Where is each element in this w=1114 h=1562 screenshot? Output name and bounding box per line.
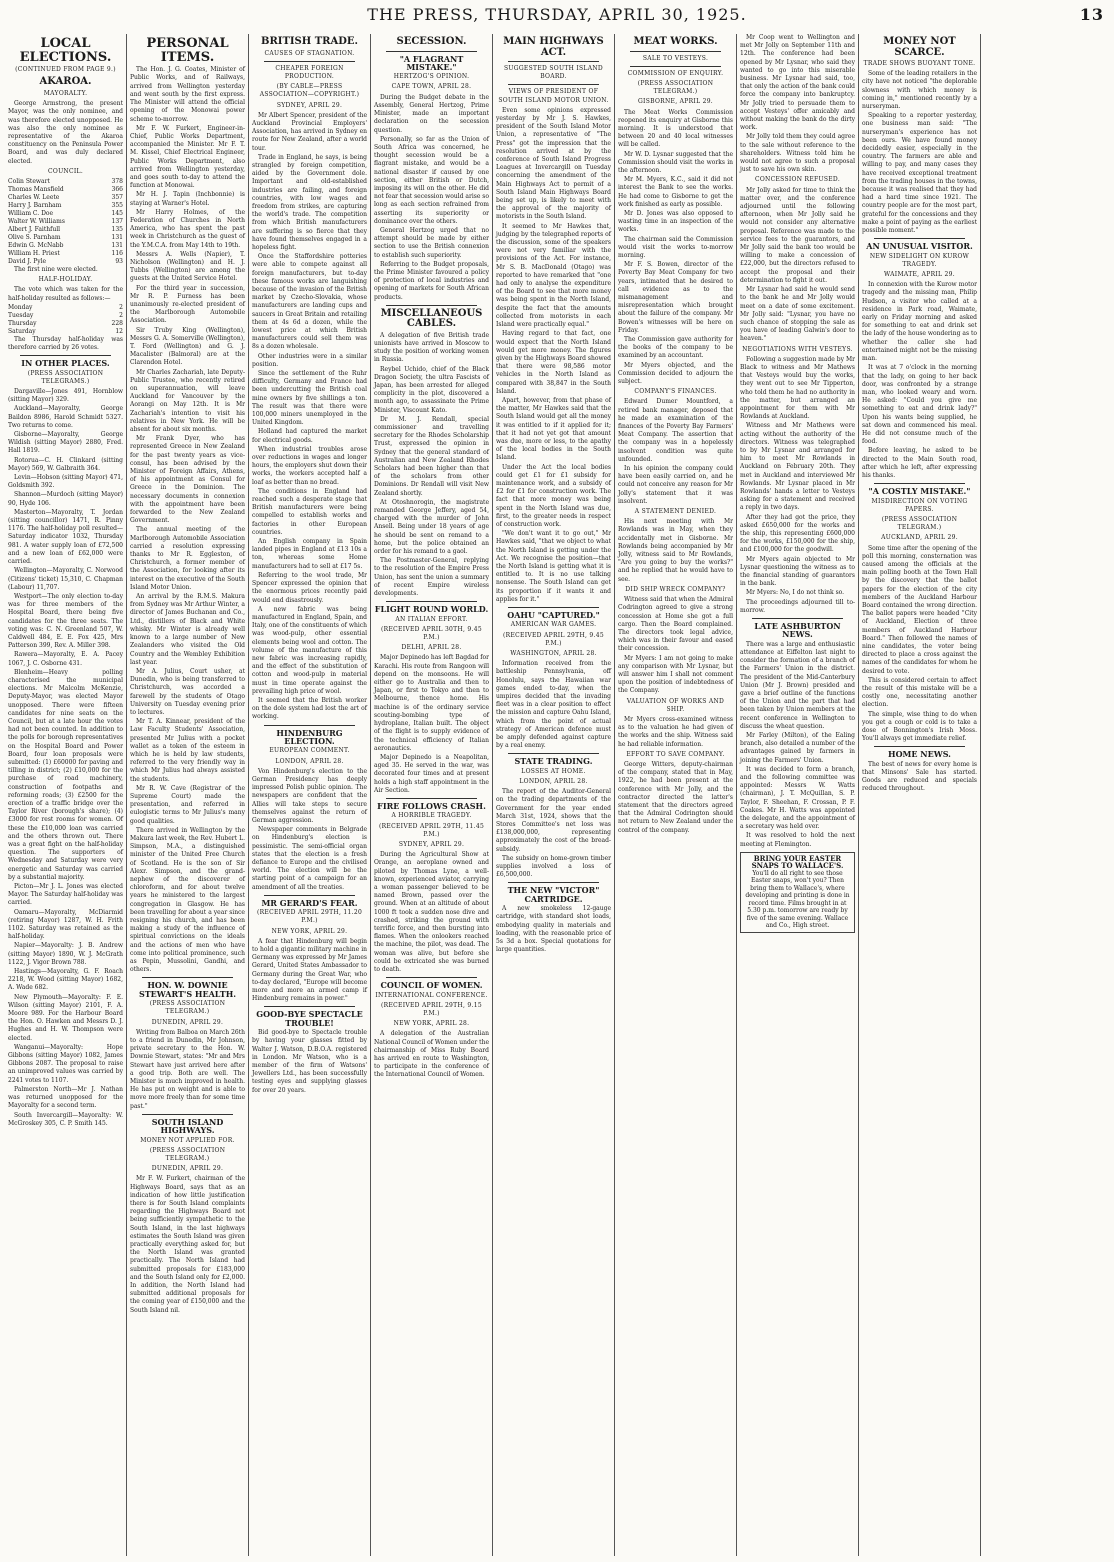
paragraph: Napier—Mayoralty: J. B. Andrew (sitting Mayor) 1890, W. J. McGrath 1122, J. Vigor Brown 788. — [8, 942, 123, 966]
table-cell-value: 378 — [111, 178, 123, 186]
paragraph: Major Depinedo is a Neapolitan, aged 35. He served in the war, was decorated four times and at present holds a high staff appointment in the Air Section. — [374, 753, 489, 794]
subheading: AMERICAN WAR GAMES. — [510, 621, 597, 629]
subheading: (PRESS ASSOCIATION TELEGRAM.) — [637, 79, 714, 96]
paragraph: Mr Lysnar had said he would send to the bank he and Mr Jolly would meet on a date of some excitement. Mr Jolly said: "Lysnar, you have no such chance of stopping the sale as you have of leading Galwin's door to heaven." — [740, 286, 855, 343]
subheading: MAYORALTY. — [43, 89, 88, 97]
table-row — [8, 304, 123, 312]
paragraph: Writing from Balboa on March 26th to a friend in Dunedin, Mr Johnson, private secretary to the Hon. W. Downie Stewart, states: "Mr and Mrs Stewart have just arrived here after a good trip. Both are well. The Minister is much improved in health. He has put on weight and is able to move more freely than for some time past." — [130, 1028, 245, 1110]
paragraph: The Commission gave authority for the books of the company to be examined by an accountant. — [618, 336, 733, 360]
paragraph: Witness and Mr Mathews were acting without the authority of the directors. Witness was telegraphed to by Mr Lysnar and arranged for him to meet Mr Rowlands in Auckland on February 20th. They met in Auckland and interviewed Mr Rowlands. Mr Lysnar placed in Mr Rowlands' hands a letter to Vesteys asking for a statement and received a reply in two days. — [740, 422, 855, 512]
table-row — [8, 320, 123, 328]
paragraph: Rawera—Mayoralty, E. A. Pacey 1067, J. C. Osborne 431. — [8, 651, 123, 667]
paragraph: Mr H. J. Tapin (Inchbonnie) is staying at Warner's Hotel. — [130, 191, 245, 207]
divider — [508, 61, 599, 62]
paragraph: Mr Harry Holmes, of the Federation of Churches in North America, who has spent the past week in Christchurch as the guest of the Y.M.C.A. from May 14th to 19th. — [130, 208, 245, 249]
divider — [874, 746, 965, 747]
subheading: EFFORT TO SAVE COMPANY. — [626, 750, 725, 758]
table-row — [8, 202, 123, 210]
table-row — [8, 250, 123, 258]
table-cell-value: 12 — [115, 327, 123, 335]
paragraph: The Thursday half-holiday was therefore carried by 26 votes. — [8, 335, 123, 352]
subheading: (RECEIVED APRIL 29TH, 11.45 P.M.) — [378, 822, 485, 838]
paragraph: The Postmaster-General, replying to the resolution of the Empire Press Union, has sent the union a summary of recent Empire wireless developments. — [374, 557, 489, 598]
table-cell-name: Saturday — [8, 327, 36, 335]
subheading: MISDIRECTION ON VOTING PAPERS. — [871, 497, 968, 513]
subheading: HALF-HOLIDAY. — [38, 276, 93, 284]
column-3 — [249, 34, 371, 1556]
table-row — [8, 218, 123, 226]
subheading: AUCKLAND, APRIL 29. — [881, 534, 958, 542]
paragraph: A new smokeless 12-gauge cartridge, with standard shot loads, embodying quality in materials and loading, with the reasonable price of 5s 3d a box. Special quotations for large quantities. — [496, 905, 611, 954]
paragraph: The report of the Auditor-General on the trading departments of the Government for the year ended March 31st, 1924, shows that the Stores Committee's net loss was £138,000,000, representing approximately the cost of the bread-subsidy. — [496, 788, 611, 853]
paragraph: Some of the leading retailers in the city have not noticed "the deplorable slowness with which money is coming in," mentioned recently by a nurseryman. — [862, 70, 977, 111]
paragraph: General Hertzog urged that no attempt should be made by either section to use the British connexion to establish such superiority. — [374, 226, 489, 259]
subheading: SYDNEY, APRIL 29. — [276, 101, 343, 109]
paragraph: Edward Dumer Mountford, a retired bank manager, deposed that he made an examination of the finances of the Poverty Bay Farmers' Meat Company. The assertion that the company was in a hopelessly insolvent condition was quite unfounded. — [618, 398, 733, 463]
paragraph: This is considered certain to affect the result of this mistake will be a costly one, necessitating another election. — [862, 676, 977, 709]
paragraph: Sir Truby King (Wellington), Messrs G. A. Somerville (Wellington), T. Ford (Wellington) and G. J. Macalister (Balmoral) are at the Clarendon Hotel. — [130, 326, 245, 367]
table-row — [8, 312, 123, 320]
subheading: SALE TO VESTEYS. — [642, 54, 709, 62]
paragraph: The Meat Works Commission reopened its enquiry at Gisborne this morning. It is understood that between 20 and 40 local witnesses will be called. — [618, 108, 733, 149]
paragraph: The subsidy on home-grown timber supplies involved a loss of £6,500,000. — [496, 854, 611, 879]
results-table — [8, 304, 123, 336]
paragraph: Before leaving, he asked to be directed to the Main South road, after which he left, after expressing his thanks. — [862, 447, 977, 479]
subheading: VIEWS OF PRESIDENT OF SOUTH ISLAND MOTOR UNION. — [498, 88, 609, 104]
paragraph: Trade in England, he says, is being strangled by foreign competition, aided by the Government dole. Important and old-established industries are failing, and foreign countries, with low wages and freedom from strikes, are capturing the world's trade. The competition from which British manufacturers are suffering is so fierce that they have found themselves engaged in a hopeless fight. — [252, 153, 367, 251]
headline: "A FLAGRANT MISTAKE." — [399, 53, 464, 72]
paragraph: Oamaru—Mayoralty, McDiarmid (retiring Mayor) 1287, W. H. Frith 1102. Saturday was retained as the half-holiday. — [8, 908, 123, 941]
divider — [508, 607, 599, 608]
paragraph: Blenheim—Heavy polling characterised the municipal elections. Mr Malcolm McKenzie, Deputy-Mayor, was elected Mayor unopposed. There were fifteen candidates for nine seats on the Council, but at a late hour the votes had not been counted. In addition to the polls for borough representatives on the Hospital Board and Power Board, four loan proposals were submitted: (1) £60000 for paving and tilling in district; (2) £10,000 for the purchase of road machinery, construction of footpaths and reforming roads; (3) £2500 for the erection of a traffic bridge over the Taylor River (borough's share); (4) £3000 for rest rooms for women. Of these the £10,000 loan was carried and the others thrown out. There was a great fight on the half-holiday question. The supporters of Wednesday and Saturday were very energetic and Saturday was carried by a substantial majority. — [8, 668, 123, 881]
paragraph: Mr R. W. Cave (Registrar of the Supreme Court) made the presentation, and referred in eulogistic terms to Mr Julius's many good qualities. — [130, 784, 245, 825]
table-cell-value: 228 — [111, 319, 123, 327]
paragraph: It was decided to form a branch, and the following committee was appointed: Messrs W. Watts (chairman), J. T. McQuillan, S. P. Taylor, F. Sheehan, F. Crossan, P. F. Coakes. Mr H. Watts was appointed the delegate, and the appointment of a secretary was held over. — [740, 765, 855, 831]
table-cell-name: Olive S. Parnham — [8, 234, 61, 242]
headline: PERSONAL ITEMS. — [146, 36, 229, 65]
paragraph: Mr D. Jones was also opposed to wasting time in an inspection of the works. — [618, 209, 733, 234]
paragraph: George Witters, deputy-chairman of the company, stated that in May, 1922, he had been present at the conference with Mr Jolly, and the contractor directed the latter's statement that the directors agreed that the Admiral Codrington should not return to New Zealand under the control of the company. — [618, 760, 733, 834]
divider — [630, 66, 721, 67]
divider — [752, 618, 843, 619]
divider — [386, 51, 477, 52]
subheading: DELHI, APRIL 28. — [401, 644, 462, 652]
headline: SECESSION. — [396, 36, 467, 47]
subheading: SUGGESTED SOUTH ISLAND BOARD. — [503, 65, 604, 81]
table-row — [8, 234, 123, 242]
paragraph: Once the Staffordshire potteries were able to compete against all foreign manufacturers, but to-day these famous works are languishing because of the invasion of the British market by Czecho-Slovakia, whose manufacturers are landing cups and saucers in Great Britain and retailing them at 4s 6d a dozen, while the lowest price at which British manufacturers could sell them was 8s a dozen wholesale. — [252, 253, 367, 351]
paragraph: South Invercargill—Mayoralty: W. McGroskey 305, C. P. Smith 145. — [8, 1111, 123, 1127]
headline: COUNCIL OF WOMEN. — [380, 980, 483, 991]
paragraph: The chairman said the Commission would visit the works to-morrow morning. — [618, 235, 733, 259]
subheading: CONCESSION REFUSED. — [754, 176, 841, 184]
table-cell-value: 131 — [111, 242, 123, 250]
divider — [264, 1006, 355, 1007]
paragraph: Von Hindenburg's election to the German Presidency has deeply impressed Polish public opinion. The newspapers are confident that the Allies will take steps to secure themselves against the return of German aggression. — [252, 767, 367, 824]
paragraph: It seemed that the British worker on the dole system had lost the art of working. — [252, 696, 367, 721]
paragraph: During the Budget debate in the Assembly, General Hertzog, Prime Minister, made an important declaration on the secession question. — [374, 93, 489, 134]
subheading: AN ITALIAN EFFORT. — [395, 615, 468, 623]
paragraph: Holland had captured the market for electrical goods. — [252, 428, 367, 444]
paragraph: After they had got the price, they asked £650,000 for the works and the ship, this representing £600,000 for the works, £150,000 for the ship, and £100,000 for the goodwill. — [740, 513, 855, 554]
divider — [508, 84, 599, 85]
table-row — [8, 178, 123, 186]
subheading: NEGOTIATIONS WITH VESTEYS. — [742, 345, 853, 353]
headline: HOME NEWS. — [888, 749, 951, 760]
paragraph: An English company in Spain landed pipes in England at £13 10s a ton, whereas some Home manufacturers had to sell at £17 5s. — [252, 538, 367, 570]
headline: MR GERARD'S FEAR. — [261, 897, 358, 908]
table-cell-name: Colin Stewart — [8, 178, 50, 186]
paragraph: Apart, however, from that phase of the matter, Mr Hawkes said that the South Island would get all the money it was entitled to if it applied for it; that it had not yet got that amount was due, more or less, to the apathy of the local bodies in the South Island. — [496, 396, 611, 462]
paragraph: Witness said that when the Admiral Codrington agreed to give a strong concession at Home she got a full cargo. Then the Board complained. The directors took legal advice, which was in their favour and eased their concession. — [618, 596, 733, 653]
masthead-title: THE PRESS, THURSDAY, APRIL 30, 1925. — [367, 5, 747, 24]
divider — [874, 238, 965, 239]
paragraph: Newspaper comments in Belgrade on Hindenburg's election is pessimistic. The semi-official organ states that the election is a fresh defiance to Europe and the civilised world. The election will be the starting point of a campaign for an amendment of all the treaties. — [252, 826, 367, 891]
paragraph: Under the Act the local bodies could get £1 for £1 subsidy for maintenance work, and a subsidy of £2 for £1 for construction work. The fact that more money was being spent in the North Island was due, first, to the greater needs in respect of construction work. — [496, 463, 611, 528]
paragraph: Mr F. W. Furkert, chairman of the Highways Board, says that as an indication of how little justification there is for South Island complaints regarding the Highways Board not being sufficiently sympathetic to the South Island, in the last highways estimates the South Island was given practically everything asked for, but the North Island was granted practically. The North Island had submitted proposals for £183,000 and the South Island only for £2,000. In addition, the North Island had submitted additional proposals for the coming year of £150,000 and the South Island nil. — [130, 1175, 245, 1314]
paragraph: Mr Myers objected, and the Commission decided to adjourn the subject. — [618, 361, 733, 386]
divider — [508, 753, 599, 754]
column-7 — [737, 34, 859, 1556]
headline: MONEY NOT SCARCE. — [883, 36, 956, 58]
table-cell-name: William H. Priest — [8, 250, 60, 258]
paragraph: Mr Myers: I am not going to make any comparison with Mr Lysnar, but will answer him I shall not comment upon the position of indebtedness of the Company. — [618, 654, 733, 695]
divider — [264, 61, 355, 62]
results-table — [8, 178, 123, 266]
paragraph: Other industries were in a similar position. — [252, 352, 367, 368]
table-row — [8, 258, 123, 266]
headline: GOOD-BYE SPECTACLE TROUBLE! — [256, 1009, 363, 1028]
paragraph: Dargaville—Jones 491, Hornblow (sitting Mayor) 329. — [8, 388, 123, 404]
divider — [386, 977, 477, 978]
paragraph: The vote which was taken for the half-holiday resulted as follows:— — [8, 286, 123, 302]
paragraph: Reybel Uchido, chief of the Black Dragon Society, the ultra Fascists of Japan, has been arrested for alleged complicity in the plot, discovered a month ago, to assassinate the Prime Minister, Viscount Kato. — [374, 365, 489, 414]
paragraph: Mr Myers again objected to Mr Lysnar questioning the witness as to the financial standing of guarantors in the bank. — [740, 555, 855, 588]
subheading: INTERNATIONAL CONFERENCE. — [375, 991, 488, 999]
divider — [630, 51, 721, 52]
paragraph: Mr W. D. Lysnar suggested that the Commission should visit the works in the afternoon. — [618, 150, 733, 174]
subheading: COUNCIL. — [47, 167, 84, 175]
table-cell-value: 116 — [111, 250, 123, 258]
paragraph: The proceedings adjourned till to-morrow. — [740, 598, 855, 614]
table-row — [8, 210, 123, 218]
paragraph: Mr Jolly told them they could agree to the sale without reference to the shareholders. Witness told him he would not agree to such a proposal just to save his own skin. — [740, 133, 855, 174]
subheading: (PRESS ASSOCIATION TELEGRAM.) — [149, 1146, 226, 1163]
paragraph: Following a suggestion made by Mr Black to witness and Mr Mathews that Vesteys would buy the works, they went out to see Mr Tipperton, who told them he had no authority in the matter, but arranged an appointment for them with Mr Rowlands at Auckland. — [740, 355, 855, 421]
paragraph: Masterton—Mayoralty, T. Jordan (sitting councillor) 1471, R. Pinny 1176. The half-holiday poll resulted—Saturday indicator 1032, Thursday 981. A water supply loan of £72,500 and a new loan of £62,000 were carried. — [8, 508, 123, 566]
masthead — [0, 0, 1114, 30]
subheading: DUNEDIN, APRIL 29. — [151, 1165, 224, 1173]
divider — [142, 1114, 233, 1115]
subheading: HERTZOG'S OPINION. — [393, 73, 470, 81]
subheading: (RECEIVED APRIL 29TH, 9.45 P.M.) — [502, 631, 604, 647]
paragraph: Referring to the wool trade, Mr Spencer expressed the opinion that the enormous prices recently paid would end disastrously. — [252, 571, 367, 604]
paragraph: Mr Charles Zachariah, late Deputy-Public Trustee, who recently retired on superannuation, will leave Auckland for Vancouver by the Aorangi on May 12th. It is Mr Zachariah's intention to visit his relatives in New York. He will be absent for about six months. — [130, 368, 245, 434]
subheading: NEW SIDELIGHT ON KUROW TRAGEDY. — [869, 252, 970, 268]
table-cell-value: 131 — [111, 234, 123, 242]
subheading: NEW YORK, APRIL 28. — [393, 1020, 470, 1028]
headline: IN OTHER PLACES. — [21, 358, 110, 369]
subheading: SYDNEY, APRIL 29. — [398, 840, 465, 848]
paragraph: Major Depinedo has left Bagdad for Karachi. His route from Rangoon will depend on the monsoons. He will either go to Australia and then to Japan, or first to Tokyo and then to Melbourne, thence home. His machine is of the ordinary service scouting-bombing type of hydroplane, Italian built. The object of the flight is to supply evidence of the technical efficiency of Italian aeronautics. — [374, 654, 489, 752]
paragraph: A delegation of the Australian National Council of Women under the chairmanship of Miss Ruby Board has arrived en route to Washington, to participate in the conference of the International Council of Women. — [374, 1030, 489, 1079]
paragraph: "We don't want it to go out," Mr Hawkes said, "that we object to what the North Island is getting under the Act. We recognise the position—that the North Island is getting what it is entitled to. It is no use talking nonsense. The South Island can get its proportion if it wants it and applies for it." — [496, 530, 611, 603]
paragraph: When industrial troubles arose over reductions in wages and longer hours, the employers shut down their works, the workers accepted half a loaf as better than no bread. — [252, 445, 367, 486]
divider — [386, 798, 477, 799]
table-row — [8, 186, 123, 194]
headline: STATE TRADING. — [514, 756, 593, 767]
subheading: (PRESS ASSOCIATION TELEGRAM.) — [881, 515, 958, 532]
subheading: (RECEIVED APRIL 29TH, 9.15 P.M.) — [380, 1001, 482, 1017]
divider — [386, 601, 477, 602]
headline: LOCAL ELECTIONS. — [19, 36, 112, 65]
table-cell-value: 135 — [111, 226, 123, 234]
column-6 — [615, 34, 737, 1556]
paragraph: Even some opinions expressed yesterday by Mr J. S. Hawkes, president of the South Island Motor Union, a representative of "The Press" got the impression that the resolution arrived at by the conference of South Island Progress Leagues at Invercargill on Tuesday concerning the amendment of the Main Highways Act to permit of a South Island Main Highways Board being set up, is likely to meet with the approval of the majority of motorists in the South Island. — [496, 106, 611, 221]
paragraph: Wanganui—Mayoralty: Hope Gibbons (sitting Mayor) 1082, James Gibbons 2087. The proposal to raise an unimproved values was carried by 2241 votes to 1107. — [8, 1043, 123, 1084]
paragraph: The conditions in England had reached such a desperate stage that British manufacturers were being compelled to establish works and factories in other European countries. — [252, 487, 367, 536]
table-cell-value: 145 — [111, 210, 123, 218]
paragraph: Since the settlement of the Ruhr difficulty, Germany and France had been undercutting the British coal mine owners by five shillings a ton. The result was that there were 100,000 miners unemployed in the United Kingdom. — [252, 370, 367, 427]
paragraph: There arrived in Wellington by the Makura last week, the Rev. Hubert L. Simpson, M.A., a distinguished minister of the United Free Church of Scotland. He is the son of Sir Alexr. Simpson, and the grand-nephew of the discoverer of chloroform, and for about twelve years he ministered to the largest congregation in Glasgow. He has been travelling for about a year since resigning his church, and has been making a study of the influence of spiritual convictions on the ideals and the actions of men who have come into political prominence, such as Pepin, Mussolini, Gandhi, and others. — [130, 826, 245, 974]
paragraph: Mr T. A. Kinnear, president of the Law Faculty Students' Association, presented Mr Julius with a pocket wallet as a token of the esteem in which he is held by law students, referred to the very friendly way in which Mr Julius had always assisted the students. — [130, 718, 245, 783]
subheading: CHEAPER FOREIGN PRODUCTION. — [275, 64, 344, 80]
paragraph: His next meeting with Mr Rowlands was in May, when they accidentally met in Gisborne. Mr Rowlands being accompanied by Mr Jolly, witness said to Mr Rowlands, "Are you going to buy the works?" and he replied that he would have to see. — [618, 518, 733, 583]
subheading: (CONTINUED FROM PAGE 9.) — [15, 66, 116, 74]
paragraph: It seemed to Mr Hawkes that, judging by the telegraphed reports of the discussion, some of the speakers were not very familiar with the provisions of the Act. For instance, Mr S. B. MacDonald (Otago) was reported to have remarked that "one had only to analyse the expenditure of the Board to see that more money was being spent in the North Island, despite the fact that the amounts collected from motorists in each Island were practically equal." — [496, 222, 611, 329]
table-cell-name: Harry J. Barnham — [8, 202, 62, 210]
table-row — [8, 194, 123, 202]
subheading: DUNEDIN, APRIL 29. — [151, 1018, 224, 1026]
subheading: (BY CABLE—PRESS ASSOCIATION—COPYRIGHT.) — [259, 83, 360, 99]
paragraph: The Hon. J. G. Coates, Minister of Public Works, and of Railways, arrived from Wellington yesterday and went south by the first express. The Minister will attend the official opening of the Monowai power scheme to-morrow. — [130, 66, 245, 123]
subheading: COMPANY'S FINANCES. — [634, 388, 717, 396]
subheading: LONDON, APRIL 28. — [275, 757, 344, 765]
columns-container — [5, 34, 1109, 1556]
headline: FIRE FOLLOWS CRASH. — [377, 800, 486, 811]
headline: SOUTH ISLAND HIGHWAYS. — [151, 1116, 224, 1136]
table-cell-name: William C. Doe — [8, 210, 54, 218]
paragraph: It was resolved to hold the next meeting at Flemington. — [740, 832, 855, 848]
subheading: NEW YORK, APRIL 29. — [271, 927, 348, 935]
paragraph: Hastings—Mayoralty, G. F. Roach 2218, W. Wood (sitting Mayor) 1682, A. Wade 682. — [8, 968, 123, 992]
subheading: (PRESS ASSOCIATION TELEGRAMS.) — [27, 369, 104, 385]
table-cell-value: 355 — [111, 202, 123, 210]
paragraph: Westport—The only election to-day was for three members of the Hospital Board, there being five candidates for the three seats. The voting was: C. N. Greenland 507, W. Caldwell 484, E. E. Fox 425, Mrs Patterson 399, Rev. A. Miller 398. — [8, 592, 123, 650]
table-cell-name: Albert J. Faithfull — [8, 226, 61, 234]
advertisement-title: BRING YOUR EASTER SNAPS TO WALLACE'S. — [751, 853, 844, 871]
paragraph: Mr Jolly asked for time to think the matter over, and the conference adjourned until the following afternoon, when Mr Jolly said he would not consider any alternative proposal. Reference was made to the service fees to the guarantors, and Mr Jolly said the bank too would be willing to make a concession of £22,000, but the directors refused to accept the proposal and their determination to fight it out. — [740, 186, 855, 284]
headline: MISCELLANEOUS CABLES. — [380, 307, 483, 330]
paragraph: Picton—Mr J. L. Jones was elected Mayor. The Saturday half-holiday was carried. — [8, 883, 123, 907]
divider — [264, 725, 355, 726]
paragraph: A fear that Hindenburg will begin to hold a gigantic military machine in Germany was expressed by Mr James Gerard, United States Ambassador to Germany during the Great War, who to-day declared, "Europe will become more and more an armed camp if Hindenburg remains in power." — [252, 937, 367, 1003]
paragraph: The annual meeting of the Marlborough Automobile Association carried a resolution expressing thanks to Mr R. Eggleston, of Christchurch, a former member of the Association, for looking after its interest on the executive of the South Island Motor Union. — [130, 526, 245, 591]
paragraph: During the Agricultural Show at Orange, an aeroplane owned and piloted by Thomas Lyne, a well-known, experienced aviator, carrying a woman passenger believed to be named Brown, passed over the ground. When at an altitude of about 1000 ft took a sudden nose dive and crashed, striking the ground with terrific force, and then bursting into flames. When the onlookers reached the machine, the pilot, was dead. The woman was alive, but before she could be extricated she was burned to death. — [374, 851, 489, 973]
subheading: A HORRIBLE TRAGEDY. — [391, 812, 472, 820]
paragraph: Palmerston North—Mr J. Nathan was returned unopposed for the Mayoralty for a second term. — [8, 1085, 123, 1110]
headline: FLIGHT ROUND WORLD. — [374, 604, 489, 615]
headline: BRITISH TRADE. — [261, 36, 358, 47]
subheading: CAUSES OF STAGNATION. — [264, 49, 355, 57]
subheading: LONDON, APRIL 28. — [519, 778, 588, 786]
paragraph: Gisborne—Mayoralty, George Wildish (sitting Mayor) 2880, Fred. Hall 1819. — [8, 431, 123, 455]
divider — [142, 977, 233, 978]
table-cell-name: Thursday — [8, 319, 37, 327]
subheading: (RECEIVED APRIL 29TH, 11.20 P.M.) — [256, 909, 363, 925]
paragraph: Wellington—Mayoralty, C. Norwood (Citizens' ticket) 15,310, C. Chapman (Labour) 11,707. — [8, 567, 123, 591]
paragraph: There was a large and enthusiastic attendance at Eiffelton last night to consider the formation of a branch of the Farmers' Union in the district. The president of the Mid-Canterbury Union (Mr J. Brown) presided and gave a brief outline of the functions of the Union and the part that had been taken by Union members at the recent conference in Wellington to discuss the wheat question. — [740, 640, 855, 730]
paragraph: Mr Albert Spencer, president of the Auckland Provincial Employers' Association, has arrived in Sydney en route for New Zealand, after a world tour. — [252, 111, 367, 152]
paragraph: The simple, wise thing to do when you get a cough or cold is to take a dose of Bonnington's Irish Moss. You'll always get immediate relief. — [862, 710, 977, 743]
table-cell-value: 357 — [111, 194, 123, 202]
paragraph: It was at 7 o'clock in the morning that the lady, on going to her back door, was confronted by a strange man, who looked weary and worn. He asked: "Could you give me something to eat and drink lady?" Upon his wants being supplied, he sat down and commenced his meal. He did not consume much of the food. — [862, 364, 977, 446]
paragraph: Mr Myers cross-examined witness as to the valuation he had given of the works and the ship. Witness said he had reliable information. — [618, 715, 733, 748]
subheading: MONEY NOT APPLIED FOR. — [140, 1136, 235, 1144]
paragraph: Mr Myers: No, I do not think so. — [746, 589, 845, 597]
column-1 — [5, 34, 127, 1556]
subheading: GISBORNE, APRIL 29. — [637, 98, 714, 106]
table-cell-name: Charles W. Leete — [8, 194, 60, 202]
paragraph: Mr Coop went to Wellington and met Mr Jolly on September 11th and 12th. The conference had been opened by Mr Lysnar, who said they wanted to go into this miserable business. Mr Lysnar had said, too, that only the action of the bank could force the company into bankruptcy. Mr Jolly tried to persuade them to accept Vesteys' offer amicably and without making the bank do the dirty work. — [740, 34, 855, 132]
paragraph: George Armstrong, the present Mayor, was the only nominee, and was therefore elected unopposed. He was also the only nominee as representative of the Akaroa constituency on the Peninsula Power Board, and was duly declared elected. — [8, 100, 123, 165]
paragraph: Auckland—Mayoralty, George Baildon 8986, Harold Schmidt 5327. Two returns to come. — [8, 405, 123, 429]
table-cell-name: Tuesday — [8, 311, 34, 319]
divider — [386, 305, 477, 306]
table-cell-name: Walter W. Williams — [8, 218, 65, 226]
table-cell-value: 2 — [119, 303, 123, 311]
paragraph: Mr F. W. Furkert, Engineer-in-Chief, Public Works Department, accompanied the Minister. Mr F. T. M. Kissel, Chief Electrical Engineer, Public Works Department, also arrived from Wellington yesterday, and goes south to-day to attend the function at Monowai. — [130, 124, 245, 190]
subheading: WASHINGTON, APRIL 28. — [510, 650, 597, 657]
headline: THE NEW "VICTOR" CARTRIDGE. — [507, 885, 600, 904]
paragraph: An arrival by the R.M.S. Makura from Sydney was Mr Arthur Winter, a director of James Buchanan and Co., Ltd., distillers of Black and White whisky. Mr Winter is already well known to a large number of New Zealanders who visited the Old Country and the Wembley Exhibition last year. — [130, 593, 245, 666]
paragraph: The first nine were elected. — [14, 266, 98, 274]
subheading: COMMISSION OF ENQUIRY. — [627, 69, 724, 77]
table-cell-value: 366 — [111, 186, 123, 194]
paragraph: Mr Frank Dyer, who has represented Greece in New Zealand for the past twenty years as vice-consul, has been advised by the Minister of Foreign Affairs, Athens, of his appointment as Consul for Greece in the Dominion. The necessary documents in connexion with the appointment have been forwarded to the New Zealand Government. — [130, 435, 245, 525]
table-cell-value: 137 — [111, 218, 123, 226]
column-9 — [981, 34, 1103, 1556]
subheading: LOSSES AT HOME. — [521, 767, 586, 775]
paragraph: Mr A. Julius, Court usher, at Dunedin, who is being transferred to Christchurch, was accorded a farewell by the students of Otago University on Tuesday evening prior to lectures. — [130, 667, 245, 716]
paragraph: Mr Farley (Milton), of the Ealing branch, also detailed a number of the advantages gained by farmers in joining the Farmers' Union. — [740, 732, 855, 764]
headline: AN UNUSUAL VISITOR. — [866, 241, 973, 252]
column-2 — [127, 34, 249, 1556]
subheading: TRADE SHOWS BUOYANT TONE. — [863, 60, 976, 67]
headline: HON. W. DOWNIE STEWART'S HEALTH. — [138, 980, 237, 999]
headline: MEAT WORKS. — [633, 36, 718, 47]
subheading: DID SHIP WRECK COMPANY? — [625, 585, 726, 593]
headline: OAHU "CAPTURED." — [507, 610, 600, 620]
headline: LATE ASHBURTON NEWS. — [754, 621, 841, 640]
paragraph: A new fabric was being manufactured in England, Spain, and Italy, one of the constituents of which was wood-pulp, other essential elements being wool and cotton. The volume of the manufacture of this new fabric was increasing rapidly, and the effect of the substitution of cotton and wood-pulp in material must in time operate against the prevailing high price of wool. — [252, 605, 367, 695]
table-row — [8, 226, 123, 234]
column-8 — [859, 34, 981, 1556]
subheading: CAPE TOWN, APRIL 28. — [391, 83, 472, 91]
table-cell-name: Edwin G. McNabb — [8, 242, 64, 250]
paragraph: Some time after the opening of the poll this morning, consternation was caused among the officials at the main polling booth at the Town Hall by the discovery that the ballot papers for the election of the city members of the Auckland Harbour Board contained the wrong direction. The ballot papers were headed "City of Auckland, Election of three members of Auckland Harbour Board." Then followed the names of nine candidates, the voter being directed to place a cross against the names of the candidates for whom he desired to vote. — [862, 544, 977, 675]
table-cell-value: 93 — [115, 258, 123, 266]
subheading: WAIMATE, APRIL 29. — [883, 271, 955, 279]
headline: HINDENBURG ELECTION. — [276, 727, 343, 746]
paragraph: Bid good-bye to Spectacle trouble by having your glasses fitted by Walter J. Watson, D.B.O.A. registered in London. Mr Watson, who is a member of the firm of Watsons' Jewellers Ltd., has been successfully testing eyes and supplying glasses for over 20 years. — [252, 1029, 367, 1094]
advertisement-body: You'll do all right to see those Easter snaps, won't you? Then bring them to Wallace's, where developing and printing is done in record time. Films brought in at 5.30 p.m. tomorrow are ready by five of the same evening. Wallace and Co., High street. — [745, 869, 850, 930]
advertisement — [740, 852, 855, 933]
subheading: (RECEIVED APRIL 30TH, 9.45 P.M.) — [380, 625, 482, 642]
subheading: EUROPEAN COMMENT. — [269, 747, 350, 755]
divider — [874, 483, 965, 484]
subheading: A STATEMENT DENIED. — [634, 508, 717, 516]
paragraph: Mr M. Myers, K.C., said it did not interest the Bank to see the works. He had come to Gisborne to get the work finished as early as possible. — [618, 176, 733, 208]
divider — [264, 895, 355, 896]
table-row — [8, 328, 123, 336]
paragraph: Mr F. S. Bowen, director of the Poverty Bay Meat Company for two years, intimated that he desired to call evidence as to the mismanagement and misrepresentation which brought about the failure of the company. Mr Bowen's witnesses will be here on Friday. — [618, 261, 733, 334]
paragraph: Having regard to that fact, one would expect that the North Island would get more money. The figures given by the Highways Board showed that there were 98,586 motor vehicles in the North Island as compared with 38,847 in the South Island. — [496, 330, 611, 395]
paragraph: At Otoshnorogin, the magistrate remanded George Jeffery, aged 54, charged with the murder of John Ansell. Being under 18 years of age he should be sent on remand to a home, but the police obtained an order for his remand to a gaol. — [374, 498, 489, 556]
paragraph: A delegation of five British trade unionists have arrived in Moscow to study the position of working women in Russia. — [374, 331, 489, 364]
headline: MAIN HIGHWAYS ACT. — [503, 36, 604, 58]
table-cell-name: Thomas Mansfield — [8, 186, 64, 194]
divider — [20, 355, 111, 356]
headline: "A COSTLY MISTAKE." — [868, 486, 971, 497]
paragraph: Referring to the Budget proposals, the Prime Minister favoured a policy of protection of local industries and opening of markets for South African products. — [374, 260, 489, 301]
paragraph: Levin—Hobson (sitting Mayor) 471, Goldsmith 392. — [8, 474, 123, 490]
subheading: (PRESS ASSOCIATION TELEGRAM.) — [149, 1000, 226, 1016]
paragraph: For the third year in succession, Mr R. P. Furness has been unanimously re-elected president of the Marlborough Automobile Association. — [130, 284, 245, 325]
page-number: 13 — [1079, 5, 1104, 24]
paragraph: Rotorua—C. H. Clinkard (sitting Mayor) 569, W. Galbraith 364. — [8, 456, 123, 472]
table-cell-name: Monday — [8, 303, 33, 311]
table-cell-name: David J. Pyle — [8, 258, 47, 266]
paragraph: Speaking to a reporter yesterday, one business man said: "The nurseryman's experience has not been ours. We have found money decidedly easier, especially in the country. The farmers are able and willing to pay, and many cases they have received exceptional treatment from the trading houses in the towns, because it was realised that they had had a hard time since 1921. The country people are for the most part, grateful for the concessions and they make a point of paying as the earliest possible moment." — [862, 112, 977, 235]
headline: AKAROA. — [39, 76, 92, 88]
paragraph: In connexion with the Kurow motor tragedy and the missing man, Philip Hudson, a visitor who called at a residence in Park road, Waimate, early on Friday morning and asked for something to eat and drink set the lady of the house wondering as to whether the caller she had entertained might not be the missing man. — [862, 281, 977, 363]
table-cell-value: 2 — [119, 311, 123, 319]
divider — [508, 882, 599, 883]
paragraph: Messrs A. Wells (Napier), T. Nicholson (Wellington) and H. J. Tubbs (Wellington) are among the guests at the United Service Hotel. — [130, 250, 245, 283]
paragraph: Dr M. J. Rendall, special commissioner and travelling secretary for the Rhodes Scholarship Trust, expressed the opinion in Sydney that the general standard of Australian and New Zealand Rhodes Scholars had been higher than that of the scholars from other Dominions. Dr Rendall will visit New Zealand shortly. — [374, 415, 489, 497]
subheading: VALUATION OF WORKS AND SHIP. — [626, 697, 725, 713]
paragraph: Shannon—Murdoch (sitting Mayor) 90, Hyde 106. — [8, 491, 123, 507]
table-row — [8, 242, 123, 250]
column-5 — [493, 34, 615, 1556]
paragraph: Personally, so far as the Union of South Africa was concerned, he thought secession would be a flagrant mistake, and would be a national disaster if caused by one section, either British or Dutch, imposing its will on the other. He did not fear that secession would arise so long as each section refrained from asserting its superiority or dominance over the others. — [374, 135, 489, 225]
paragraph: The best of news for every home is that Minsons' Sale has started. Goods are reduced and specials reduced throughout. — [862, 760, 977, 793]
column-4 — [371, 34, 493, 1556]
paragraph: In his opinion the company could have been easily carried on, and he could not conceive any reason for Mr Jolly's statement that it was insolvent. — [618, 465, 733, 505]
paragraph: Information received from the battleship Pennsylvania, off Honolulu, says the Hawaiian war games ended to-day, when the umpires decided that the invading fleet was in a clear position to effect the mission and capture Oahu Island, which from the point of actual strategy of American defence must be amply defended against capture by a real enemy. — [496, 660, 611, 750]
paragraph: New Plymouth—Mayoralty: F. E. Wilson (sitting Mayor) 2101, F. A. Moore 989. For the Harbour Board the Hon. O. Hawken and Messrs D. J. Hughes and H. W. Thompson were elected. — [8, 993, 123, 1042]
